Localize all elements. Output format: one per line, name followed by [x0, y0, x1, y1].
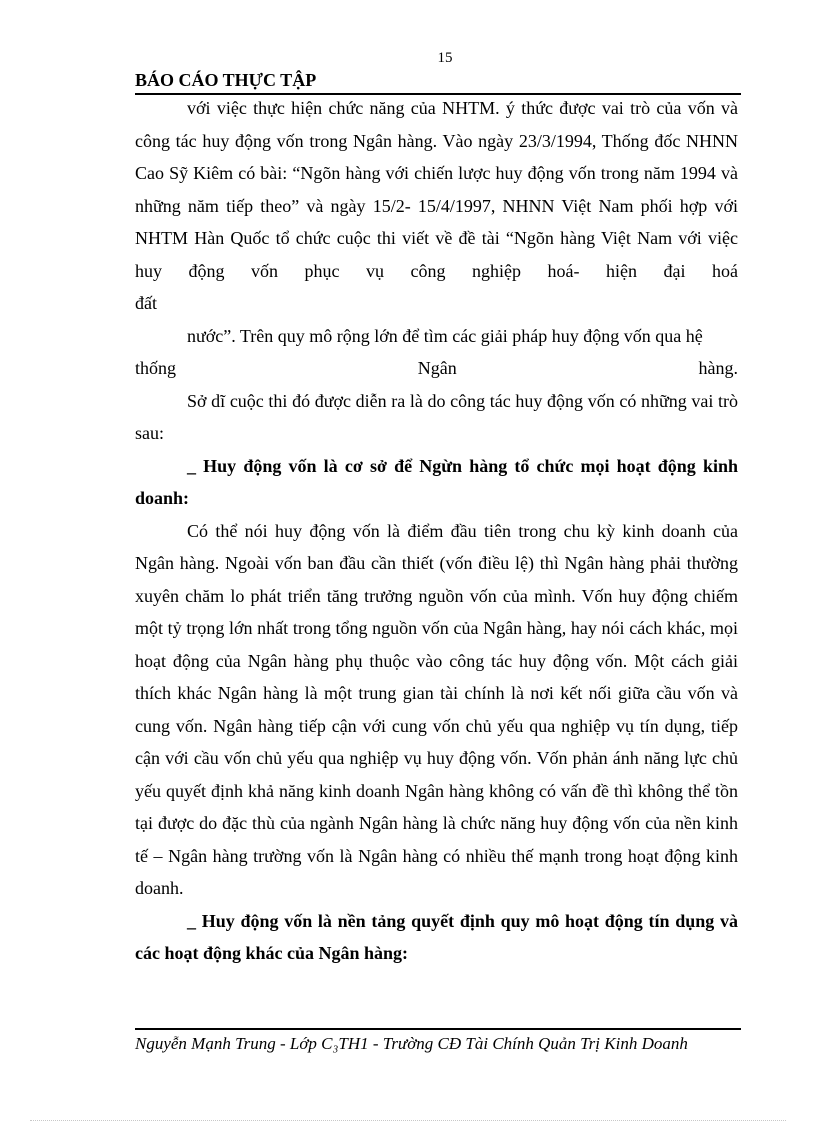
- page-bottom-border: [30, 1120, 786, 1121]
- paragraph-2-line-1: nước”. Trên quy mô rộng lớn để tìm các giải pháp huy động vốn qua hệ: [187, 325, 703, 346]
- page-footer: Nguyễn Mạnh Trung - Lớp C₃TH1 - Trường CĐ Tài Chính Quản Trị Kinh Doanh: [135, 1034, 688, 1053]
- paragraph-3: Sở dĩ cuộc thi đó được diễn ra là do công tác huy động vốn có những vai trò sau:: [135, 390, 738, 443]
- paragraph-4: Có thể nói huy động vốn là điểm đầu tiên trong chu kỳ kinh doanh của Ngân hàng. Ngoài vốn ban đầu cần thiết (vốn điều lệ) thì Ngân hàng phải thường xuyên chăm lo phát triển tăng trưởng nguồn vốn của mình. Vốn huy động chiếm một tỷ trọng lớn nhất trong tổng nguồn vốn của Ngân hàng, hay nói cách khác, mọi hoạt động của Ngân hàng phụ thuộc vào công tác huy động vốn. Một cách giải thích khác Ngân hàng là một trung gian tài chính là nơi kết nối giữa cầu vốn và cung vốn. Ngân hàng tiếp cận với cung vốn chủ yếu qua nghiệp vụ tín dụng, tiếp cận với cầu vốn chủ yếu qua nghiệp vụ huy động vốn. Vốn phản ánh năng lực chủ yếu quyết định khả năng kinh doanh Ngân hàng không có vấn đề thì không thể tồn tại được do đặc thù của ngành Ngân hàng là chức năng huy động vốn của nền kinh tế – Ngân hàng trường vốn là Ngân hàng có nhiều thế mạnh trong hoạt động kinh doanh.: [135, 520, 738, 898]
- paragraph-1-tail: đất: [135, 293, 157, 313]
- page-header: BÁO CÁO THỰC TẬP: [135, 68, 741, 95]
- footer-divider: [135, 1028, 741, 1030]
- page-number: 15: [437, 50, 453, 66]
- document-body: [135, 92, 738, 970]
- paragraph-1: với việc thực hiện chức năng của NHTM. ý thức được vai trò của vốn và công tác huy động vốn trong Ngân hàng. Vào ngày 23/3/1994, Thống đốc NHNN Cao Sỹ Kiêm có bài: “Ngõn hàng với chiến lược huy động vốn trong năm 1994 và những năm tiếp theo” và ngày 15/2- 15/4/1997, NHNN Việt Nam phối hợp với NHTM Hàn Quốc tổ chức cuộc thi viết về đề tài “Ngõn hàng Việt Nam với việc huy động vốn phục vụ công nghiệp hoá- hiện đại hoá: [135, 98, 738, 281]
- section-heading-2: _ Huy động vốn là nền tảng quyết định quy mô hoạt động tín dụng và các hoạt động khác của Ngân hàng:: [135, 910, 738, 963]
- section-heading-1: _ Huy động vốn là cơ sở để Ngừn hàng tổ chức mọi hoạt động kinh doanh:: [135, 455, 738, 508]
- paragraph-2-line-2: thống Ngân hàng.: [135, 358, 738, 378]
